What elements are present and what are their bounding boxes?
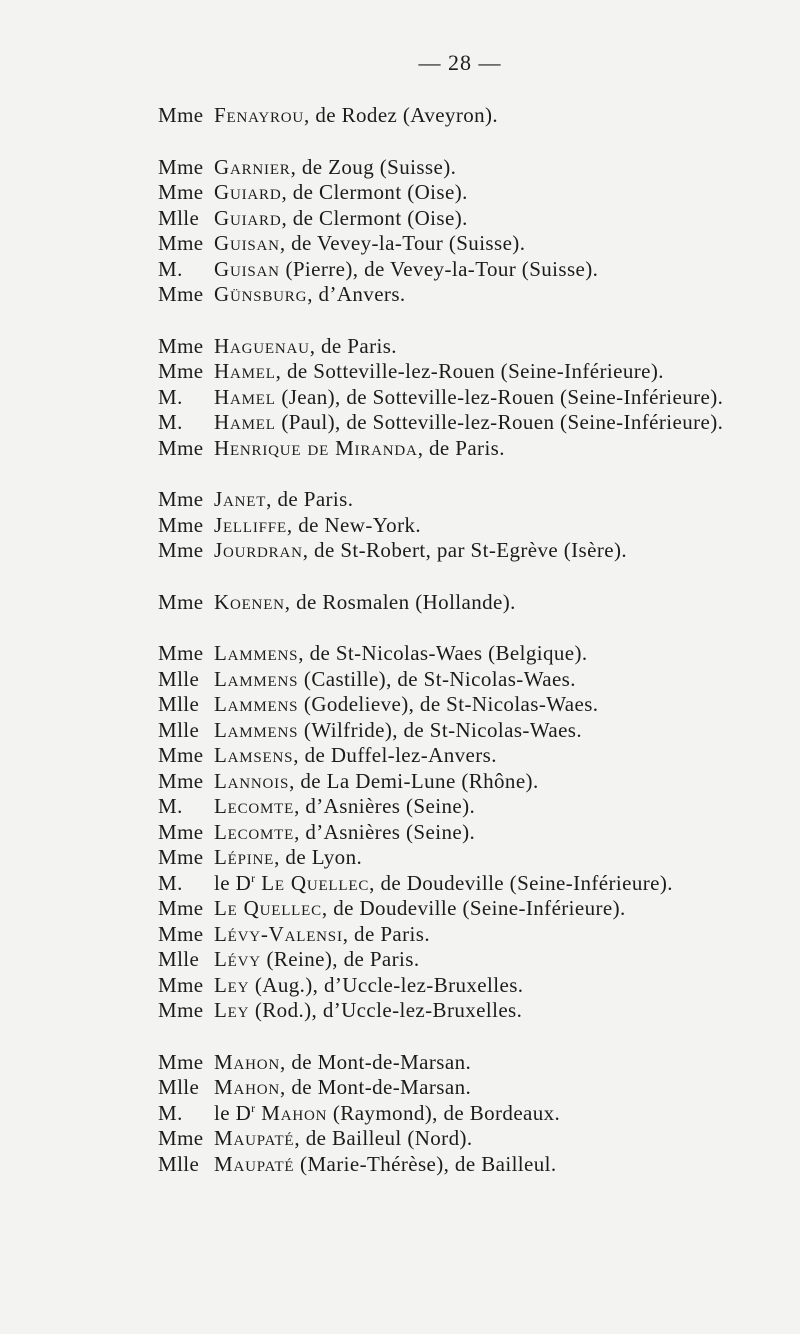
entry-text [214,1101,560,1127]
entry-title: Mlle [158,717,200,742]
entry-prefix-superscript: r [251,870,256,885]
entry-text [214,641,588,667]
entry-name: Mahon [261,1100,328,1125]
entry-prefix: le D [214,1100,252,1125]
entry-text [214,590,516,616]
entry-name: Haguenau [214,333,310,358]
entry-title: Mme [158,921,204,946]
entry-title: Mme [158,972,204,997]
entry-title: Mme [158,435,204,460]
entry-title: Mme [158,845,204,869]
entry-text [214,896,626,922]
entry-location: , de Mont-de-Marsan. [280,1075,472,1099]
list-item [158,257,798,283]
list-item [158,973,798,999]
entry-location: , de Paris. [309,333,397,358]
entry-text [214,513,421,539]
entry-name: Lecomte [214,819,295,844]
list-item [158,410,798,436]
entry-location: , de Doudeville (Seine-Inférieure). [321,896,626,920]
entry-name: Le Quellec [261,870,370,895]
list-item [158,1050,798,1076]
entry-prefix-superscript: r [251,1100,256,1115]
entry-name: Guisan [214,231,280,255]
entry-name: Mahon [214,1049,281,1074]
entry-name: Lannois [214,768,290,793]
entry-group [158,1050,798,1178]
entry-name: Janet [214,487,267,511]
entry-prefix: le D [214,870,252,895]
entry-location: , de Lyon. [274,845,363,869]
member-list [158,103,798,1203]
entry-title: Mme [158,1049,204,1074]
entry-text [214,1152,557,1178]
entry-text [214,845,362,871]
entry-name: Fenayrou [214,103,305,127]
entry-text [214,436,505,462]
entry-text [214,922,430,948]
entry-text [214,743,497,769]
list-item [158,947,798,973]
entry-text [214,334,397,360]
entry-text [214,231,525,257]
entry-text [214,794,475,820]
entry-title: Mlle [158,205,200,230]
list-item [158,845,798,871]
entry-name: Lammens [214,641,299,665]
page-number: — 28 — [418,50,502,75]
entry-title: Mlle [158,947,200,971]
entry-group [158,334,798,462]
entry-name: Jourdran [214,538,303,562]
entry-location: , de Vevey-la-Tour (Suisse). [279,231,526,255]
entry-name: Hamel [214,359,276,383]
entry-title: M. [158,794,183,818]
list-item [158,769,798,795]
list-item [158,1075,798,1101]
entry-location: , de St-Robert, par St-Egrève (Isère). [302,538,628,562]
entry-title: M. [158,870,183,895]
entry-text [214,667,576,693]
entry-title: Mme [158,538,204,562]
entry-name: Ley [214,998,250,1022]
entry-name: Lammens [214,692,299,716]
entry-name: Lépine [214,845,275,869]
entry-location: , de Sotteville-lez-Rouen (Seine-Inférieure). [275,359,664,383]
entry-name: Lammens [214,666,299,691]
entry-title: M. [158,1100,183,1125]
list-item [158,1152,798,1178]
entry-location: , de Clermont (Oise). [281,180,468,204]
entry-title: Mme [158,154,204,179]
entry-location: , de Rosmalen (Hollande). [284,589,516,614]
entry-name: Ley [214,972,250,997]
entry-title: Mme [158,641,204,665]
entry-text [214,257,598,283]
entry-title: Mme [158,1126,204,1150]
entry-text [214,282,406,308]
list-item [158,180,798,206]
list-item [158,436,798,462]
entry-name: Henrique de Miranda [214,435,418,460]
list-item [158,231,798,257]
entry-text [214,769,539,795]
entry-name: Lecomte [214,794,295,818]
list-item [158,155,798,181]
entry-location: , d’Anvers. [307,282,406,306]
entry-location: (Paul), de Sotteville-lez-Rouen (Seine-Inférieure). [275,410,724,434]
entry-location: (Pierre), de Vevey-la-Tour (Suisse). [279,256,599,281]
entry-title: Mme [158,487,204,511]
entry-text [214,180,468,206]
entry-title: Mlle [158,1151,200,1176]
entry-location: , de Mont-de-Marsan. [280,1049,472,1074]
entry-text [214,538,627,564]
entry-title: Mme [158,180,204,204]
entry-text [214,947,420,973]
list-item [158,667,798,693]
entry-title: Mme [158,768,204,793]
entry-text [214,103,498,129]
entry-text [214,206,468,232]
entry-location: , de Clermont (Oise). [281,205,468,230]
entry-text [214,1050,471,1076]
entry-name: Guisan [214,256,280,281]
entry-title: Mme [158,231,204,255]
entry-title: Mme [158,998,204,1022]
entry-text [214,1126,473,1152]
entry-name: Günsburg [214,282,308,306]
entry-text [214,410,723,436]
entry-location: (Jean), de Sotteville-lez-Rouen (Seine-Inférieure). [275,384,724,409]
entry-title: Mme [158,743,204,767]
entry-text [214,385,723,411]
entry-text [214,998,522,1024]
list-item [158,103,798,129]
list-item [158,692,798,718]
entry-title: Mme [158,819,204,844]
entry-text [214,487,353,513]
entry-name: Le Quellec [214,896,322,920]
entry-group [158,103,798,129]
list-item [158,487,798,513]
list-item [158,718,798,744]
entry-name: Jelliffe [214,512,287,537]
entry-location: (Castille), de St-Nicolas-Waes. [298,666,576,691]
entry-location: , de Zoug (Suisse). [290,154,457,179]
entry-name: Lamsens [214,743,294,767]
entry-title: Mlle [158,1075,200,1099]
entry-text [214,1075,471,1101]
entry-name: Guiard [214,180,282,204]
entry-text [214,871,673,897]
entry-location: (Rod.), d’Uccle-lez-Bruxelles. [249,998,523,1022]
entry-title: Mme [158,333,204,358]
list-item [158,922,798,948]
entry-text [214,973,523,999]
entry-location: (Godelieve), de St-Nicolas-Waes. [298,692,599,716]
list-item [158,282,798,308]
list-item [158,359,798,385]
entry-text [214,359,664,385]
entry-name: Maupaté [214,1126,295,1150]
list-item [158,896,798,922]
entry-name: Guiard [214,205,282,230]
entry-location: , d’Asnières (Seine). [294,794,476,818]
list-item [158,206,798,232]
entry-name: Hamel [214,410,276,434]
entry-title: Mlle [158,692,200,716]
entry-text [214,155,456,181]
entry-name: Lévy-Valensi [214,921,343,946]
entry-group [158,641,798,1024]
entry-location: , de Paris. [342,921,430,946]
entry-text [214,820,475,846]
list-item [158,998,798,1024]
entry-name: Garnier [214,154,291,179]
entry-title: Mme [158,896,204,920]
entry-location: , de Doudeville (Seine-Inférieure). [369,870,673,895]
entry-title: Mme [158,103,204,127]
entry-text [214,718,582,744]
entry-name: Lammens [214,717,299,742]
entry-name: Koenen [214,589,285,614]
entry-location: (Marie-Thérèse), de Bailleul. [294,1151,557,1176]
list-item [158,871,798,897]
entry-location: , de Rodez (Aveyron). [304,103,499,127]
entry-location: , de Bailleul (Nord). [294,1126,473,1150]
entry-name: Maupaté [214,1151,295,1176]
entry-title: Mme [158,359,204,383]
entry-name: Mahon [214,1075,281,1099]
list-item [158,590,798,616]
list-item [158,334,798,360]
entry-location: (Aug.), d’Uccle-lez-Bruxelles. [249,972,524,997]
entry-location: (Wilfride), de St-Nicolas-Waes. [298,717,583,742]
entry-title: Mme [158,512,204,537]
entry-name: Lévy [214,947,261,971]
entry-group [158,590,798,616]
entry-group [158,155,798,308]
list-item [158,385,798,411]
entry-location: , de New-York. [286,512,422,537]
list-item [158,794,798,820]
entry-location: , de La Demi-Lune (Rhône). [289,768,539,793]
entry-text [214,692,598,718]
entry-title: M. [158,384,183,409]
list-item [158,1101,798,1127]
entry-location: , de St-Nicolas-Waes (Belgique). [298,641,588,665]
list-item [158,538,798,564]
list-item [158,1126,798,1152]
entry-title: Mlle [158,666,200,691]
list-item [158,513,798,539]
entry-name: Hamel [214,384,276,409]
entry-location: (Reine), de Paris. [260,947,420,971]
list-item [158,820,798,846]
list-item [158,743,798,769]
entry-title: Mme [158,589,204,614]
entry-title: Mme [158,282,204,306]
entry-location: , de Duffel-lez-Anvers. [293,743,497,767]
entry-location: , d’Asnières (Seine). [294,819,476,844]
entry-location: , de Paris. [266,487,354,511]
list-item [158,641,798,667]
entry-location: , de Paris. [417,435,505,460]
entry-title: M. [158,410,183,434]
entry-location: (Raymond), de Bordeaux. [327,1100,561,1125]
entry-group [158,487,798,564]
entry-title: M. [158,256,183,281]
